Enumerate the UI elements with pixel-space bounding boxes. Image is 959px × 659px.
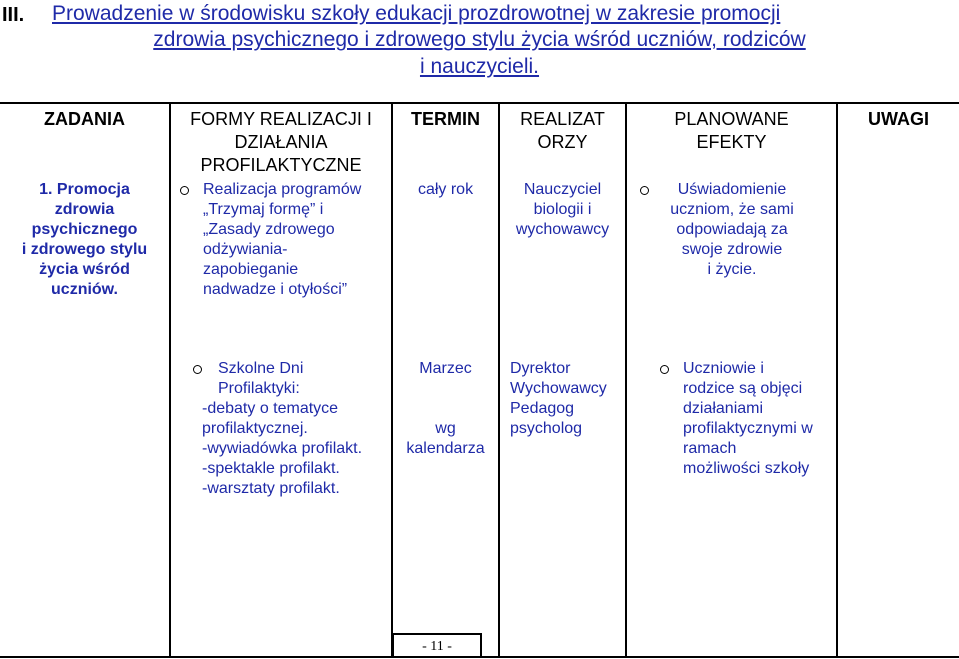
header-realizatorzy [500,108,625,154]
task-line: i zdrowego stylu [21,241,148,258]
header-formy-line: DZIAŁANIA [234,132,328,152]
page-number: - 11 - [392,633,482,658]
row1-efekty-line: Uświadomienie [677,181,787,198]
row1-efekty [650,180,814,280]
row1-efekty-line: swoje zdrowie [681,241,783,258]
row2-realizatorzy-line: Dyrektor [510,360,571,377]
header-formy [171,108,391,177]
header-realizatorzy-line: ORZY [537,132,588,152]
row2-forma-line: Szkolne Dni [218,360,304,377]
bullet-icon [180,186,189,195]
row2-efekty-line: ramach [683,440,737,457]
header-uwagi: UWAGI [868,109,929,129]
row2-efekty-line: Uczniowie i [683,360,764,377]
row1-efekty-line: uczniom, że sami [670,201,794,218]
task-line: zdrowia [54,201,115,218]
row2-forma-line: profilaktycznej. [202,420,308,437]
header-zadania: ZADANIA [44,109,125,129]
task-line: psychicznego [31,221,138,238]
row2-realizatorzy [510,359,624,439]
row2-efekty-line: rodzice są objęci [683,380,803,397]
row2-termin-line: Marzec [419,360,472,377]
row2-forma-line: -spektakle profilakt. [202,460,340,477]
bullet-icon [640,186,649,195]
header-formy-line: FORMY REALIZACJI I [190,109,372,129]
row2-efekty-line: możliwości szkoły [683,460,810,477]
row2-forma-line: -wywiadówka profilakt. [202,440,363,457]
row2-forma [202,359,390,499]
row1-realizatorzy [500,180,625,240]
row1-efekty-line: i życie. [707,261,757,278]
title-line-1: Prowadzenie w środowisku szkoły edukacji prozdrowotnej w zakresie promocji [52,2,781,25]
row2-efekty-line: profilaktycznymi w [683,420,813,437]
task-line: 1. Promocja [39,181,130,198]
row2-termin-line: wg [435,420,456,437]
row2-efekty-line: działaniami [683,400,764,417]
task-cell [0,180,169,300]
section-number: III. [2,4,25,26]
row2-forma-line: Profilaktyki: [218,380,300,397]
row2-realizatorzy-line: Wychowawcy [510,380,607,397]
column-divider [836,102,838,658]
column-divider [169,102,171,658]
row2-termin [393,359,498,459]
section-title [0,0,959,82]
header-termin: TERMIN [411,109,480,129]
title-line-2: zdrowia psychicznego i zdrowego stylu życia wśród uczniów, rodziców [153,28,806,51]
row1-forma-line: nadwadze i otyłości” [203,281,348,298]
row2-forma-line: -debaty o tematyce [202,400,339,417]
row1-forma [203,180,389,300]
task-line: uczniów. [51,281,118,298]
row1-forma-line: zapobieganie [203,261,299,278]
row1-forma-line: „Trzymaj formę” i [203,201,324,218]
bullet-icon [193,365,202,374]
header-formy-line: PROFILAKTYCZNE [200,155,362,175]
row2-realizatorzy-line: psycholog [510,420,583,437]
row1-realizatorzy-line: wychowawcy [515,221,610,238]
row1-forma-line: odżywiania- [203,241,288,258]
row2-efekty [683,359,833,479]
title-line-3: i nauczycieli. [419,55,540,78]
header-realizatorzy-line: REALIZAT [520,109,605,129]
row1-termin: cały rok [417,181,474,198]
header-efekty-line: EFEKTY [696,132,767,152]
table-top-border [0,102,959,104]
row2-forma-line: -warsztaty profilakt. [202,480,340,497]
row1-efekty-line: odpowiadają za [676,221,788,238]
row1-realizatorzy-line: Nauczyciel [523,181,602,198]
row1-forma-line: „Zasady zdrowego [203,221,335,238]
row2-realizatorzy-line: Pedagog [510,400,575,417]
task-line: życia wśród [39,261,130,278]
row1-forma-line: Realizacja programów [203,181,362,198]
bullet-icon [660,365,669,374]
header-efekty [627,108,836,154]
row2-termin-line: kalendarza [406,440,485,457]
header-efekty-line: PLANOWANE [674,109,789,129]
row1-realizatorzy-line: biologii i [533,201,592,218]
column-divider [625,102,627,658]
